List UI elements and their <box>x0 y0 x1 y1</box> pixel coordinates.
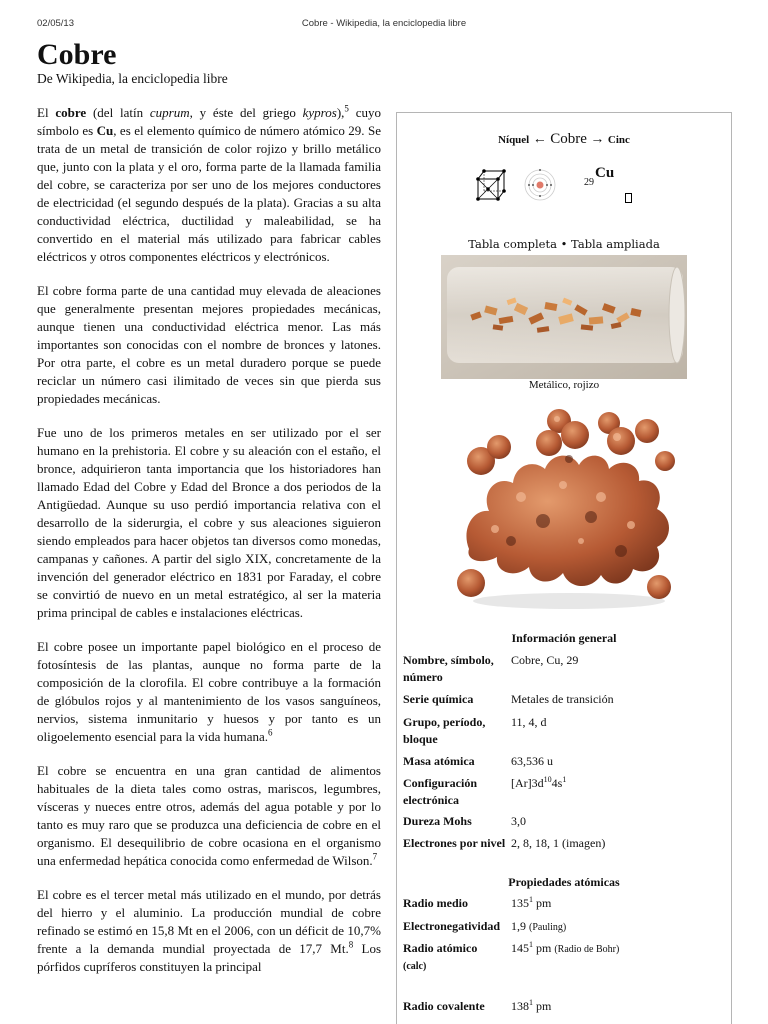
article-paragraph-1: El cobre (del latín cuprum, y éste del griego kypros),$^5$ cuyo símbolo es Cu, es el elemento químico de número atómico 29. Se trata de un metal de transición de color rojizo y brillo metálico que, junto con la plata y el oro, forma parte de la llamada familia del cobre, se caracteriza por ser uno de los mejores conductores de electricidad (el segundo después de la plata). Gracias a su alta conductividad eléctrica, ductilidad y maleabilidad, se ha convertido en el material más utilizado para fabricar cables eléctricos y otros componentes eléctricos y electrónicos. <box>37 103 381 264</box>
atomic-number: 29 <box>584 177 594 188</box>
term-cuprum: cuprum <box>149 105 190 120</box>
reference-link[interactable]: 7 <box>372 851 378 862</box>
prop-label: Grupo, período, bloque <box>403 715 486 746</box>
prop-label: Masa atómica <box>403 754 475 768</box>
element-symbol <box>584 165 615 188</box>
article-paragraph-4: El cobre posee un importante papel biológico en el proceso de fotosíntesis de las plantas, aunque no forma parte de la composición de la clorofila. El cobre contribuye a la formación de glóbulos rojos y al mantenimiento de los vasos sanguíneos, nervios, sistema inmunitario y huesos y por tanto es un oligoelemento esencial para la vida humana.$^6$ <box>37 639 381 744</box>
prop-value[interactable]: Metales de transición <box>511 692 614 706</box>
term-kypros: kypros <box>302 105 337 120</box>
electron-shell-icon[interactable] <box>524 169 556 201</box>
current-element: Cobre <box>550 131 587 147</box>
element-infobox <box>396 112 732 1024</box>
reference-link[interactable]: 6 <box>268 727 273 738</box>
image-caption: Metálico, rojizo <box>528 379 600 391</box>
term-cu: Cu <box>96 123 114 138</box>
page-title: Cobre <box>37 38 117 71</box>
prop-label: Configuración electrónica <box>403 776 478 807</box>
prop-label: Radio covalente <box>403 999 485 1013</box>
term-cobre: cobre <box>55 105 87 120</box>
article-paragraph-2: El cobre forma parte de una cantidad muy elevada de aleaciones que generalmente presentan mejores propiedades mecánicas, aunque tienen una conductividad eléctrica menor. Las más importantes son conocidas con el nombre de bronces y latones. Por otra parte, el cobre es un metal duradero porque se puede reciclar un número casi ilimitado de veces sin que pierda sus propiedades mecánicas. <box>37 283 381 406</box>
prop-row <box>403 652 727 686</box>
page-subtitle: De Wikipedia, la enciclopedia libre <box>37 71 228 86</box>
prop-value: 11, 4, d <box>511 715 547 729</box>
prop-label: Electrones por nivel <box>403 836 506 850</box>
prop-value: 3,0 <box>511 814 526 828</box>
prop-label: Radio medio <box>403 896 469 910</box>
next-element-link[interactable]: Cinc <box>607 134 630 146</box>
element-icons <box>472 165 672 205</box>
prop-label: Serie química <box>403 692 474 706</box>
periodic-table-links[interactable]: Tabla completa • Tabla ampliada <box>468 237 660 251</box>
arrow-right-icon: → <box>590 132 605 147</box>
section-atomic-properties: Propiedades atómicas <box>508 875 620 889</box>
prop-label: Electronegatividad <box>403 919 501 933</box>
prop-value: $[Ar]3d^{10}4s^1$ <box>511 775 567 790</box>
prop-value: 2, 8, 18, 1 (imagen) <box>511 836 606 850</box>
prop-label: Dureza Mohs <box>403 814 472 828</box>
crystal-structure-icon[interactable] <box>472 167 512 205</box>
element-navigation <box>397 131 731 148</box>
copper-vial-photo <box>441 255 687 379</box>
reference-link[interactable]: 8 <box>348 939 354 950</box>
section-general-info: Información general <box>511 631 617 645</box>
prop-value: $138^1$ pm <box>511 998 552 1013</box>
prev-element-link[interactable]: Níquel <box>498 134 530 146</box>
article-paragraph-3: Fue uno de los primeros metales en ser utilizado por el ser humano en la prehistoria. El cobre y su aleación con el estaño, el bronce, adquirieron tanta importancia que los historiadores han llamado Edad del Cobre y Edad del Bronce a dos periodos de la Antigüedad. Aunque su uso perdió importancia relativa con el desarrollo de la siderurgia, el cobre y sus aleaciones siguieron siendo empleados para hacer objetos tan diversos como monedas, campanas y cañones. A partir del siglo XIX, concretamente de la invención del generador eléctrico en 1831 por Faraday, el cobre se convirtió de nuevo en un metal estratégico, al ser la materia prima principal de cables e instalaciones eléctricas. <box>37 425 381 620</box>
prop-value: $135^1$ pm <box>511 895 552 910</box>
arrow-left-icon: ← <box>532 132 547 147</box>
copper-nugget-photo <box>451 401 687 617</box>
print-date: 02/05/13 <box>37 18 74 29</box>
article-body <box>37 104 381 992</box>
prop-value: 63,536 u <box>511 754 553 768</box>
prop-value: $145^1$ pm (Radio de Bohr) <box>511 940 620 955</box>
prop-value: 1,9 (Pauling) <box>511 919 567 933</box>
placeholder-box-icon <box>625 193 632 203</box>
article-paragraph-5: El cobre se encuentra en una gran cantidad de alimentos habituales de la dieta tales como ostras, mariscos, legumbres, vísceras y nueces entre otros, además del agua potable y por lo tanto es muy raro que se produzca una deficiencia de cobre en el organismo. El desequilibrio de cobre ocasiona en el organismo una enfermedad hepática conocida como enfermedad de Wilson.$^7$ <box>37 763 381 868</box>
reference-link[interactable]: 5 <box>344 103 349 114</box>
print-page-title: Cobre - Wikipedia, la enciclopedia libre <box>301 18 467 29</box>
symbol-text: Cu <box>595 165 615 181</box>
prop-label: Radio atómico (calc) <box>403 941 478 972</box>
prop-value: Cobre, Cu, 29 <box>511 653 579 667</box>
prop-label: Nombre, símbolo, número <box>403 653 494 684</box>
article-paragraph-6: El cobre es el tercer metal más utilizado en el mundo, por detrás del hierro y el aluminio. La producción mundial de cobre refinado se estimó en 15,8 Mt en el 2006, con un déficit de 10,7% frente a la demanda mundial proyectada de 17,7 Mt.$^8$ Los pórfidos cupríferos constituyen la principal <box>37 887 382 974</box>
print-header <box>0 18 768 32</box>
